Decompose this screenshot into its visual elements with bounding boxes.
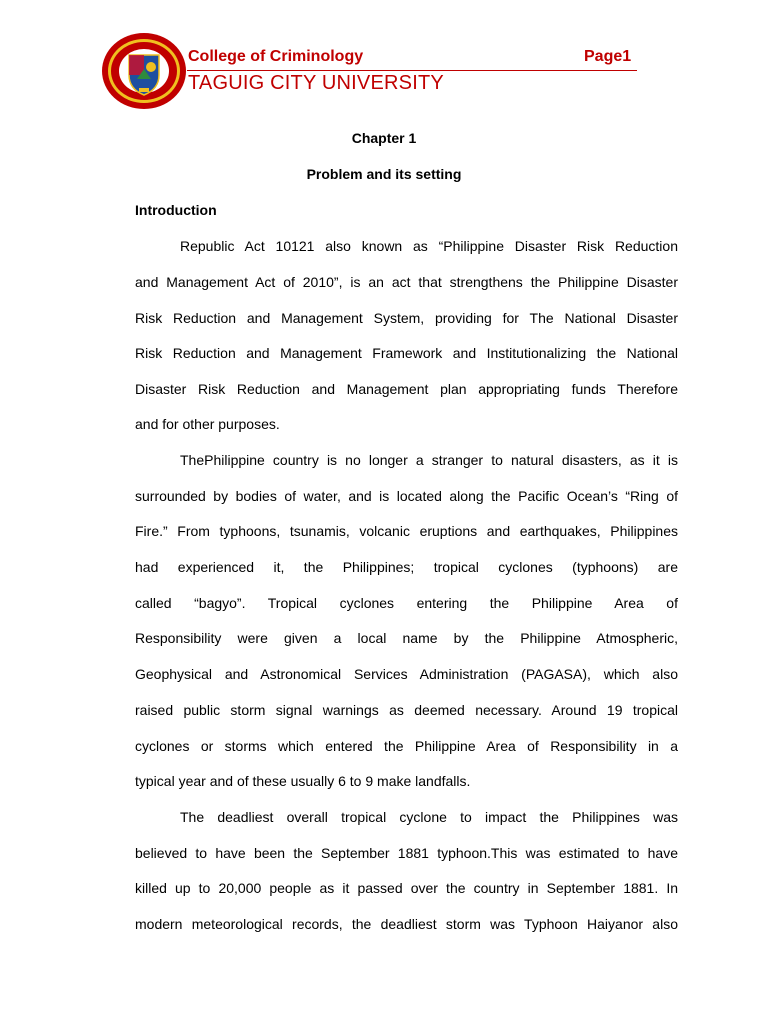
body-line: and Management Act of 2010”, is an act that strengthens the Philippine Disaster [135,274,678,290]
body-line: Risk Reduction and Management Framework and Institutionalizing the National [135,345,678,361]
chapter-subtitle: Problem and its setting [306,166,462,182]
body-line: modern meteorological records, the deadliest storm was Typhoon Haiyanor also [135,916,678,932]
body-line: Fire.” From typhoons, tsunamis, volcanic eruptions and earthquakes, Philippines [135,523,678,539]
body-line: and for other purposes. [135,416,280,432]
body-line: killed up to 20,000 people as it passed over the country in September 1881. In [135,880,678,896]
body-line: The deadliest overall tropical cyclone to impact the Philippines was [180,809,678,825]
body-line: typical year and of these usually 6 to 9 make landfalls. [135,773,471,789]
body-line: Geophysical and Astronomical Services Administration (PAGASA), which also [135,666,678,682]
college-name: College of Criminology [188,48,364,65]
body-line: raised public storm signal warnings as deemed necessary. Around 19 tropical [135,702,678,718]
page-number: Page1 [584,48,632,65]
header-line [187,48,637,71]
university-seal-logo [101,31,187,111]
body-line: believed to have been the September 1881 typhoon.This was estimated to have [135,845,678,861]
chapter-title: Chapter 1 [351,130,417,146]
body-line: called “bagyo”. Tropical cyclones entering the Philippine Area of [135,595,678,611]
body-line: Responsibility were given a local name by the Philippine Atmospheric, [135,630,678,646]
university-name: TAGUIG CITY UNIVERSITY [188,72,444,94]
body-line: cyclones or storms which entered the Philippine Area of Responsibility in a [135,738,678,754]
section-heading: Introduction [135,202,217,218]
body-line: Risk Reduction and Management System, providing for The National Disaster [135,310,678,326]
body-line: Republic Act 10121 also known as “Philippine Disaster Risk Reduction [180,238,678,254]
body-line: ThePhilippine country is no longer a stranger to natural disasters, as it is [180,452,678,468]
body-line: surrounded by bodies of water, and is located along the Pacific Ocean’s “Ring of [135,488,678,504]
body-line: Disaster Risk Reduction and Management plan appropriating funds Therefore [135,381,678,397]
body-line: had experienced it, the Philippines; tropical cyclones (typhoons) are [135,559,678,575]
